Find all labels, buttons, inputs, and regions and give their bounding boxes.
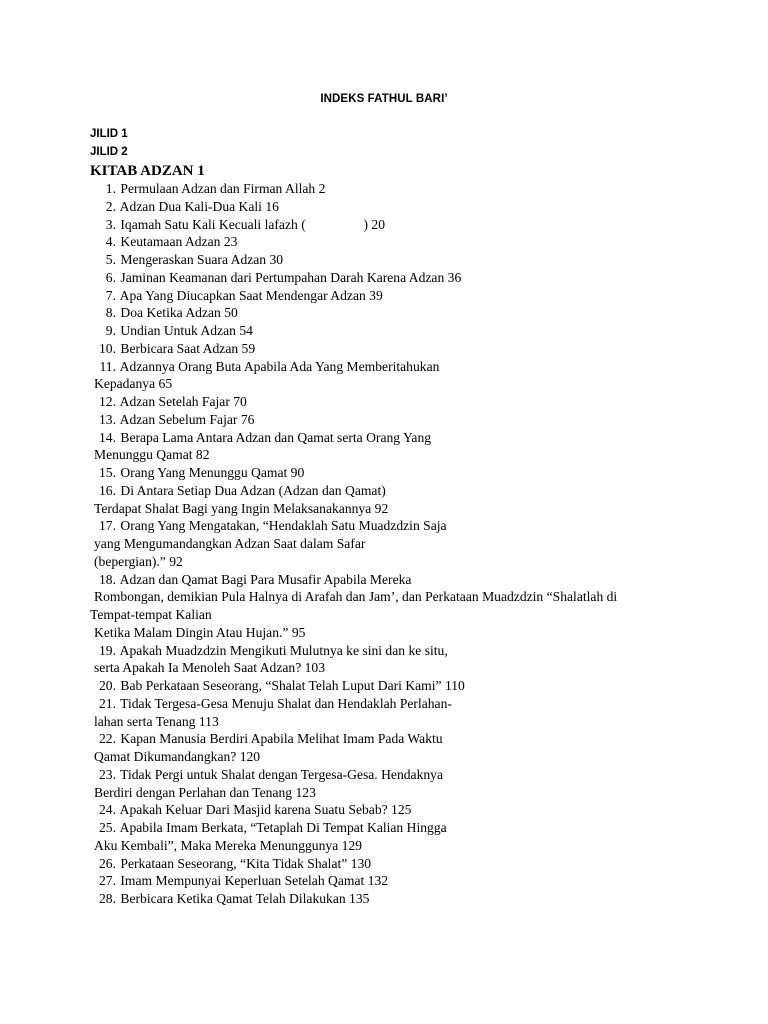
toc-item-number: 19. (99, 642, 116, 658)
toc-item-continuation: serta Apakah Ia Menoleh Saat Adzan? 103 (94, 660, 326, 676)
toc-line (90, 304, 690, 322)
toc-item-number: 3. (105, 216, 116, 232)
toc-line (90, 287, 690, 305)
toc-item-text: Imam Mempunyai Keperluan Setelah Qamat 132 (117, 873, 389, 889)
toc-line (90, 517, 690, 535)
toc-item-continuation: Terdapat Shalat Bagi yang Ingin Melaksanakannya 92 (94, 500, 389, 516)
toc-line (90, 890, 690, 908)
toc-line (90, 801, 690, 819)
toc-item-text: Apakah Keluar Dari Masjid karena Suatu Sebab? 125 (117, 802, 412, 818)
toc-item-number: 25. (99, 820, 116, 835)
toc-item-text: Apa Yang Diucapkan Saat Mendengar Adzan 39 (117, 287, 383, 303)
toc-item-number: 7. (105, 287, 116, 303)
toc-item-number: 21. (99, 695, 116, 711)
toc-item-number: 24. (99, 802, 116, 818)
toc-item-text: Iqamah Satu Kali Kecuali lafazh ( ) 20 (117, 216, 386, 232)
toc-item-number: 18. (99, 571, 116, 587)
section-heading: KITAB ADZAN 1 (90, 163, 205, 179)
toc-item-number: 4. (105, 234, 116, 250)
toc-item-number: 5. (105, 252, 116, 267)
toc-item-number: 13. (99, 411, 116, 427)
toc-item-number: 17. (99, 518, 116, 534)
toc-item-text: Jaminan Keamanan dari Pertumpahan Darah Karena Adzan 36 (117, 269, 462, 285)
toc-line (90, 766, 690, 784)
toc-item-text: Undian Untuk Adzan 54 (117, 323, 253, 338)
toc-line (90, 500, 690, 518)
toc-item-continuation: lahan serta Tenang 113 (94, 713, 219, 729)
toc-line (90, 358, 690, 376)
toc-line (90, 713, 690, 731)
jilid-1-heading: JILID 1 (90, 128, 128, 140)
toc-item-text: Orang Yang Menunggu Qamat 90 (117, 465, 305, 480)
toc-item-number: 15. (99, 465, 116, 480)
toc-line (90, 322, 690, 340)
toc-line (90, 375, 690, 393)
toc-line (90, 180, 690, 198)
toc-item-text: Bab Perkataan Seseorang, “Shalat Telah Luput Dari Kami” 110 (117, 678, 465, 693)
toc-line (90, 464, 690, 482)
toc-item-continuation: Kepadanya 65 (94, 376, 173, 392)
toc-line (90, 784, 690, 802)
toc-item-continuation: (bepergian).” 92 (94, 553, 183, 569)
toc-line (90, 855, 690, 873)
toc-line (90, 588, 690, 606)
toc-item-number: 11. (99, 358, 116, 374)
toc-item-text: Adzan Setelah Fajar 70 (117, 394, 247, 409)
toc-item-continuation: Aku Kembali”, Maka Mereka Menunggunya 129 (94, 837, 363, 853)
toc-line (90, 269, 690, 287)
toc-item-text: Adzan Dua Kali-Dua Kali 16 (117, 198, 279, 214)
toc-item-text: Tidak Tergesa-Gesa Menuju Shalat dan Hendaklah Perlahan- (117, 695, 452, 711)
toc-item-text: Berbicara Saat Adzan 59 (117, 340, 256, 356)
toc-line (90, 216, 690, 234)
toc-item-text: Berapa Lama Antara Adzan dan Qamat serta Orang Yang (117, 429, 432, 445)
toc-item-text: Orang Yang Mengatakan, “Hendaklah Satu Muadzdzin Saja (117, 518, 447, 534)
toc-item-text: Apakah Muadzdzin Mengikuti Mulutnya ke sini dan ke situ, (117, 642, 448, 658)
toc-item-continuation: yang Mengumandangkan Adzan Saat dalam Safar (94, 536, 366, 551)
toc-item-number: 6. (105, 269, 116, 285)
toc-line (90, 571, 690, 589)
toc-item-text: Adzannya Orang Buta Apabila Ada Yang Memberitahukan (117, 358, 440, 374)
toc-line (90, 748, 690, 766)
toc-item-number: 26. (99, 855, 116, 871)
toc-item-number: 2. (105, 198, 116, 214)
toc-line (90, 695, 690, 713)
toc-item-text: Tidak Pergi untuk Shalat dengan Tergesa-Gesa. Hendaknya (117, 766, 443, 782)
toc-line (90, 535, 690, 553)
toc-item-number: 16. (99, 482, 116, 498)
toc-item-text: Perkataan Seseorang, “Kita Tidak Shalat” 130 (117, 855, 372, 871)
toc-line (90, 659, 690, 677)
toc-line (90, 642, 690, 660)
toc-item-continuation: Berdiri dengan Perlahan dan Tenang 123 (94, 784, 316, 800)
toc-line (90, 429, 690, 447)
toc-item-number: 1. (105, 181, 116, 196)
toc-item-continuation: Menunggu Qamat 82 (94, 447, 210, 463)
toc-item-text: Doa Ketika Adzan 50 (117, 305, 238, 321)
jilid-2-heading: JILID 2 (90, 146, 128, 158)
toc-line (90, 446, 690, 464)
toc-item-number: 9. (105, 323, 116, 338)
toc-item-number: 10. (99, 340, 116, 356)
toc-item-text: Permulaan Adzan dan Firman Allah 2 (117, 181, 326, 196)
toc-line (90, 233, 690, 251)
toc-line (90, 411, 690, 429)
toc-line (90, 251, 690, 269)
toc-line (90, 482, 690, 500)
toc-line (90, 393, 690, 411)
toc-line (90, 677, 690, 695)
toc-item-number: 23. (99, 766, 116, 782)
toc-item-number: 14. (99, 429, 116, 445)
toc-item-continuation: Ketika Malam Dingin Atau Hujan.” 95 (94, 624, 306, 640)
toc-line (90, 553, 690, 571)
toc-item-continuation: Qamat Dikumandangkan? 120 (94, 749, 261, 764)
document-title: INDEKS FATHUL BARI’ (320, 93, 448, 105)
toc-line (90, 819, 690, 837)
toc-line (90, 624, 690, 642)
toc-item-text: Mengeraskan Suara Adzan 30 (117, 252, 284, 267)
toc-line (90, 340, 690, 358)
toc-item-text: Adzan dan Qamat Bagi Para Musafir Apabila Mereka (117, 571, 412, 587)
toc-line (90, 837, 690, 855)
toc-item-number: 22. (99, 731, 116, 747)
toc-item-number: 20. (99, 678, 116, 693)
toc-item-number: 8. (105, 305, 116, 321)
toc-item-text: Adzan Sebelum Fajar 76 (117, 411, 255, 427)
toc-item-text: Di Antara Setiap Dua Adzan (Adzan dan Qamat) (117, 482, 386, 498)
toc-item-number: 28. (99, 891, 116, 906)
toc-line (90, 872, 690, 890)
table-of-contents (90, 180, 690, 908)
toc-item-text: Kapan Manusia Berdiri Apabila Melihat Imam Pada Waktu (117, 731, 443, 747)
toc-item-text: Apabila Imam Berkata, “Tetaplah Di Tempat Kalian Hingga (117, 820, 447, 835)
toc-line (90, 730, 690, 748)
toc-line (90, 198, 690, 216)
toc-item-number: 27. (99, 873, 116, 889)
toc-item-text: Keutamaan Adzan 23 (117, 234, 238, 250)
toc-item-number: 12. (99, 394, 116, 409)
toc-line (90, 606, 690, 624)
toc-item-text: Berbicara Ketika Qamat Telah Dilakukan 135 (117, 891, 370, 906)
toc-item-continuation: Rombongan, demikian Pula Halnya di Arafah dan Jam’, dan Perkataan Muadzdzin “Shalatlah di (94, 589, 618, 605)
toc-item-continuation: Tempat-tempat Kalian (90, 607, 212, 622)
